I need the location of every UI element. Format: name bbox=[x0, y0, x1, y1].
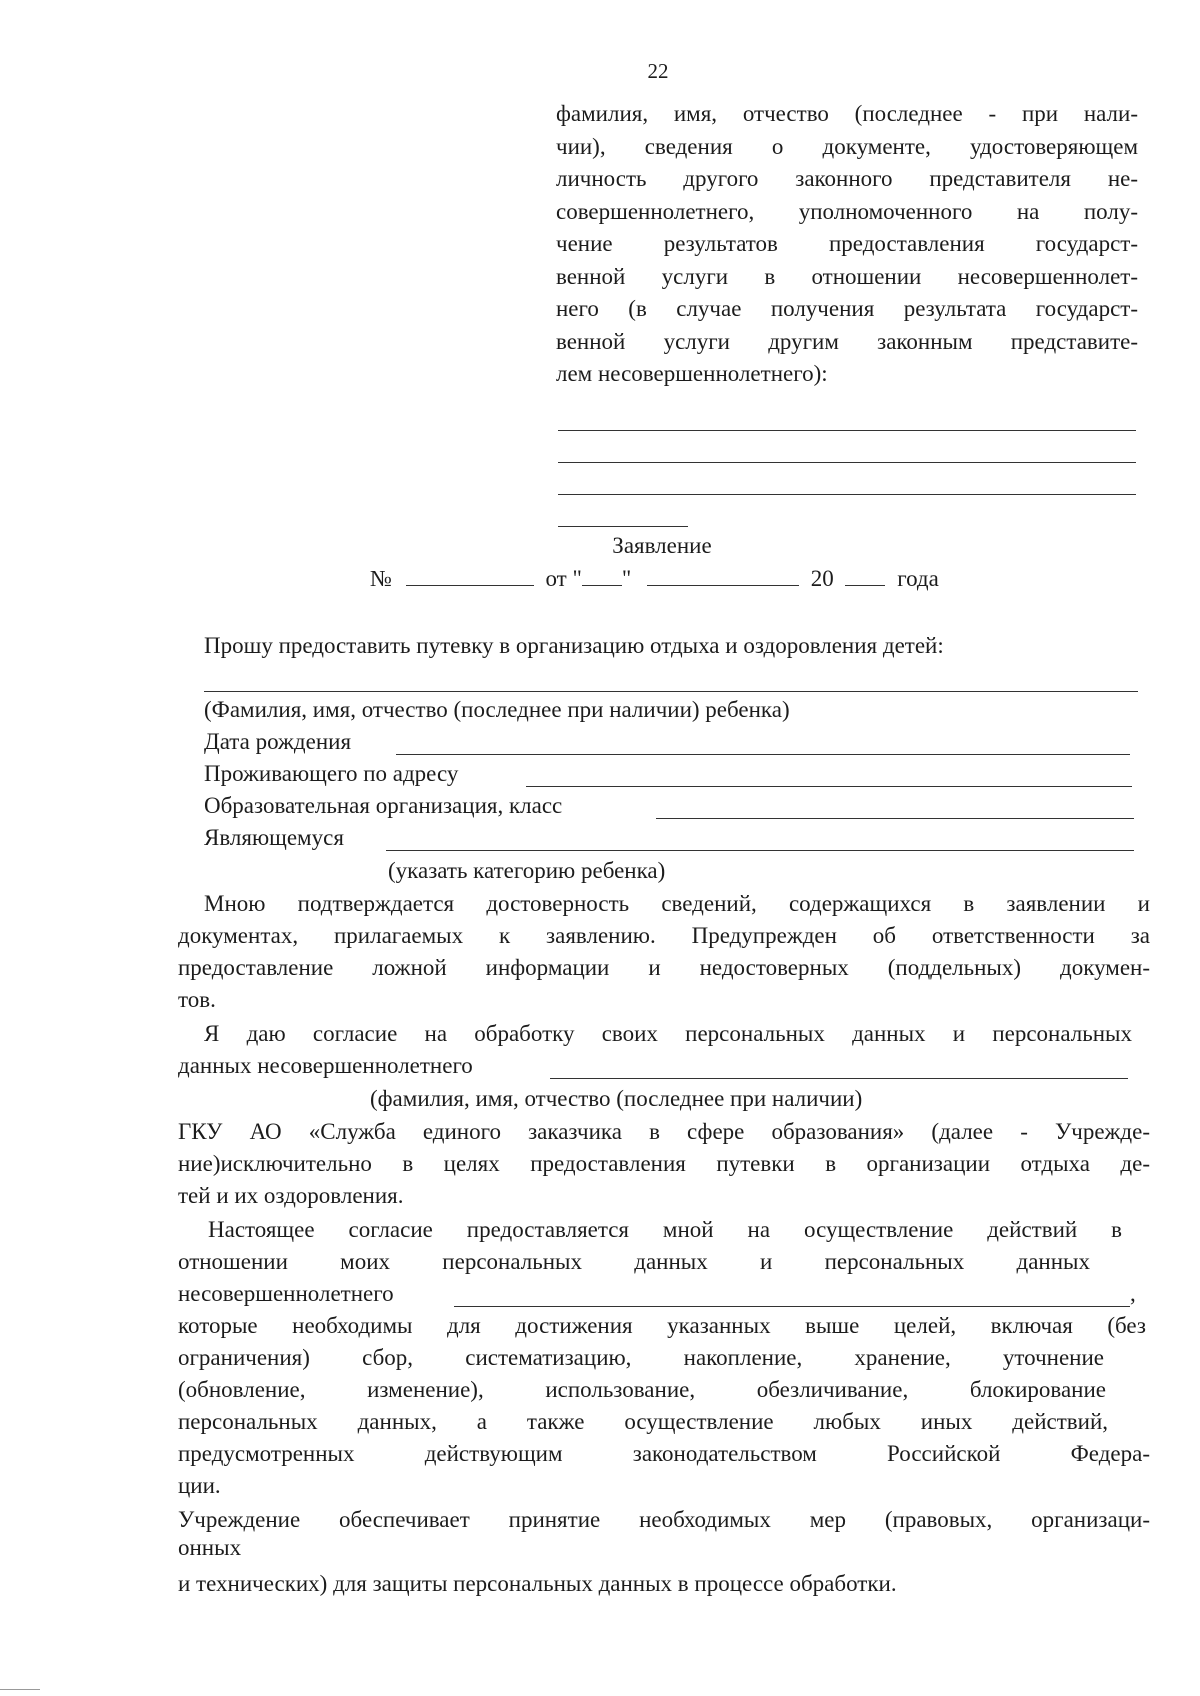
confirmation-line: документах, прилагаемых к заявлению. Предупрежден об ответственности за bbox=[178, 923, 1150, 948]
year-prefix: 20 bbox=[810, 566, 834, 591]
institution-line: тей и их оздоровления. bbox=[178, 1183, 404, 1208]
institution-line: ние)исключительно в целях предоставления путевки в организации отдыха де- bbox=[178, 1151, 1150, 1176]
representative-info-line: чии), сведения о документе, удостоверяющем bbox=[556, 133, 1138, 159]
address-label: Проживающего по адресу bbox=[204, 761, 459, 786]
page-number: 22 bbox=[647, 59, 669, 83]
representative-info-line: венной услуги другим законным представите- bbox=[556, 328, 1138, 354]
measures-line: и технических) для защиты персональных данных в процессе обработки. bbox=[178, 1571, 897, 1596]
actions-line: которые необходимы для достижения указанных выше целей, включая (без bbox=[178, 1313, 1146, 1338]
representative-info-line: лем несовершеннолетнего): bbox=[556, 361, 828, 386]
representative-fill-line[interactable] bbox=[558, 462, 1136, 463]
minor-name-field[interactable] bbox=[550, 1078, 1128, 1079]
actions-line: ции. bbox=[178, 1473, 221, 1498]
representative-info-line: фамилия, имя, отчество (последнее - при нали- bbox=[556, 101, 1138, 126]
application-number-line bbox=[370, 563, 939, 595]
category-field[interactable] bbox=[386, 850, 1134, 851]
measures-line: Учреждение обеспечивает принятие необходимых мер (правовых, организаци- bbox=[178, 1507, 1150, 1532]
actions-line: Настоящее согласие предоставляется мной на осуществление действий в bbox=[208, 1217, 1122, 1242]
representative-fill-line[interactable] bbox=[558, 494, 1136, 495]
measures-line: онных bbox=[178, 1535, 242, 1560]
representative-info-line: венной услуги в отношении несовершеннолет- bbox=[556, 263, 1138, 289]
child-name-caption: (Фамилия, имя, отчество (последнее при наличии) ребенка) bbox=[204, 697, 790, 722]
school-label: Образовательная организация, класс bbox=[204, 793, 563, 818]
year-word: года bbox=[897, 566, 939, 591]
application-number-field[interactable] bbox=[406, 563, 534, 586]
confirmation-line: предоставление ложной информации и недостоверных (поддельных) докумен- bbox=[178, 955, 1150, 980]
category-label: Являющемуся bbox=[204, 825, 344, 850]
school-field[interactable] bbox=[656, 818, 1134, 819]
actions-line: персональных данных, а также осуществление любых иных действий, bbox=[178, 1409, 1108, 1434]
representative-fill-line-short[interactable] bbox=[558, 526, 688, 527]
address-field[interactable] bbox=[526, 786, 1132, 787]
application-title: Заявление bbox=[612, 533, 712, 558]
birth-date-label: Дата рождения bbox=[204, 729, 352, 754]
application-month-field[interactable] bbox=[647, 563, 799, 586]
consent-line: Я даю согласие на обработку своих персональных данных и персональных bbox=[204, 1021, 1132, 1046]
from-word: от bbox=[545, 566, 567, 591]
actions-line: несовершеннолетнего bbox=[178, 1281, 394, 1306]
child-name-field[interactable] bbox=[204, 691, 1138, 692]
actions-line: ограничения) сбор, систематизацию, накопление, хранение, уточнение bbox=[178, 1345, 1104, 1370]
confirmation-line: Мною подтверждается достоверность сведений, содержащихся в заявлении и bbox=[204, 891, 1150, 916]
representative-info-block bbox=[556, 98, 1138, 391]
actions-minor-name-field[interactable] bbox=[454, 1306, 1130, 1307]
number-sign: № bbox=[370, 566, 392, 591]
scan-edge-mark bbox=[0, 1689, 40, 1696]
consent-line: данных несовершеннолетнего bbox=[178, 1053, 473, 1078]
birth-date-field[interactable] bbox=[396, 754, 1130, 755]
category-caption: (указать категорию ребенка) bbox=[388, 858, 666, 883]
request-text: Прошу предоставить путевку в организацию отдыха и оздоровления детей: bbox=[204, 633, 944, 658]
actions-line: (обновление, изменение), использование, обезличивание, блокирование bbox=[178, 1377, 1106, 1402]
actions-line: предусмотренных действующим законодательством Российской Федера- bbox=[178, 1441, 1150, 1466]
application-year-field[interactable] bbox=[845, 563, 885, 586]
institution-line: ГКУ АО «Служба единого заказчика в сфере образования» (далее - Учрежде- bbox=[178, 1119, 1150, 1144]
actions-comma: , bbox=[1130, 1281, 1136, 1306]
representative-info-line: совершеннолетнего, уполномоченного на полу- bbox=[556, 198, 1138, 224]
quote-close: " bbox=[621, 566, 632, 591]
consent-caption: (фамилия, имя, отчество (последнее при наличии) bbox=[370, 1086, 863, 1111]
representative-fill-line[interactable] bbox=[558, 430, 1136, 431]
quote-open: " bbox=[572, 566, 582, 591]
representative-info-line: чение результатов предоставления государст- bbox=[556, 231, 1138, 256]
representative-info-line: личность другого законного представителя не- bbox=[556, 166, 1138, 191]
actions-line: отношении моих персональных данных и персональных данных bbox=[178, 1249, 1090, 1274]
representative-info-line: него (в случае получения результата государст- bbox=[556, 296, 1138, 321]
confirmation-line: тов. bbox=[178, 987, 216, 1012]
application-day-field[interactable] bbox=[582, 563, 622, 586]
